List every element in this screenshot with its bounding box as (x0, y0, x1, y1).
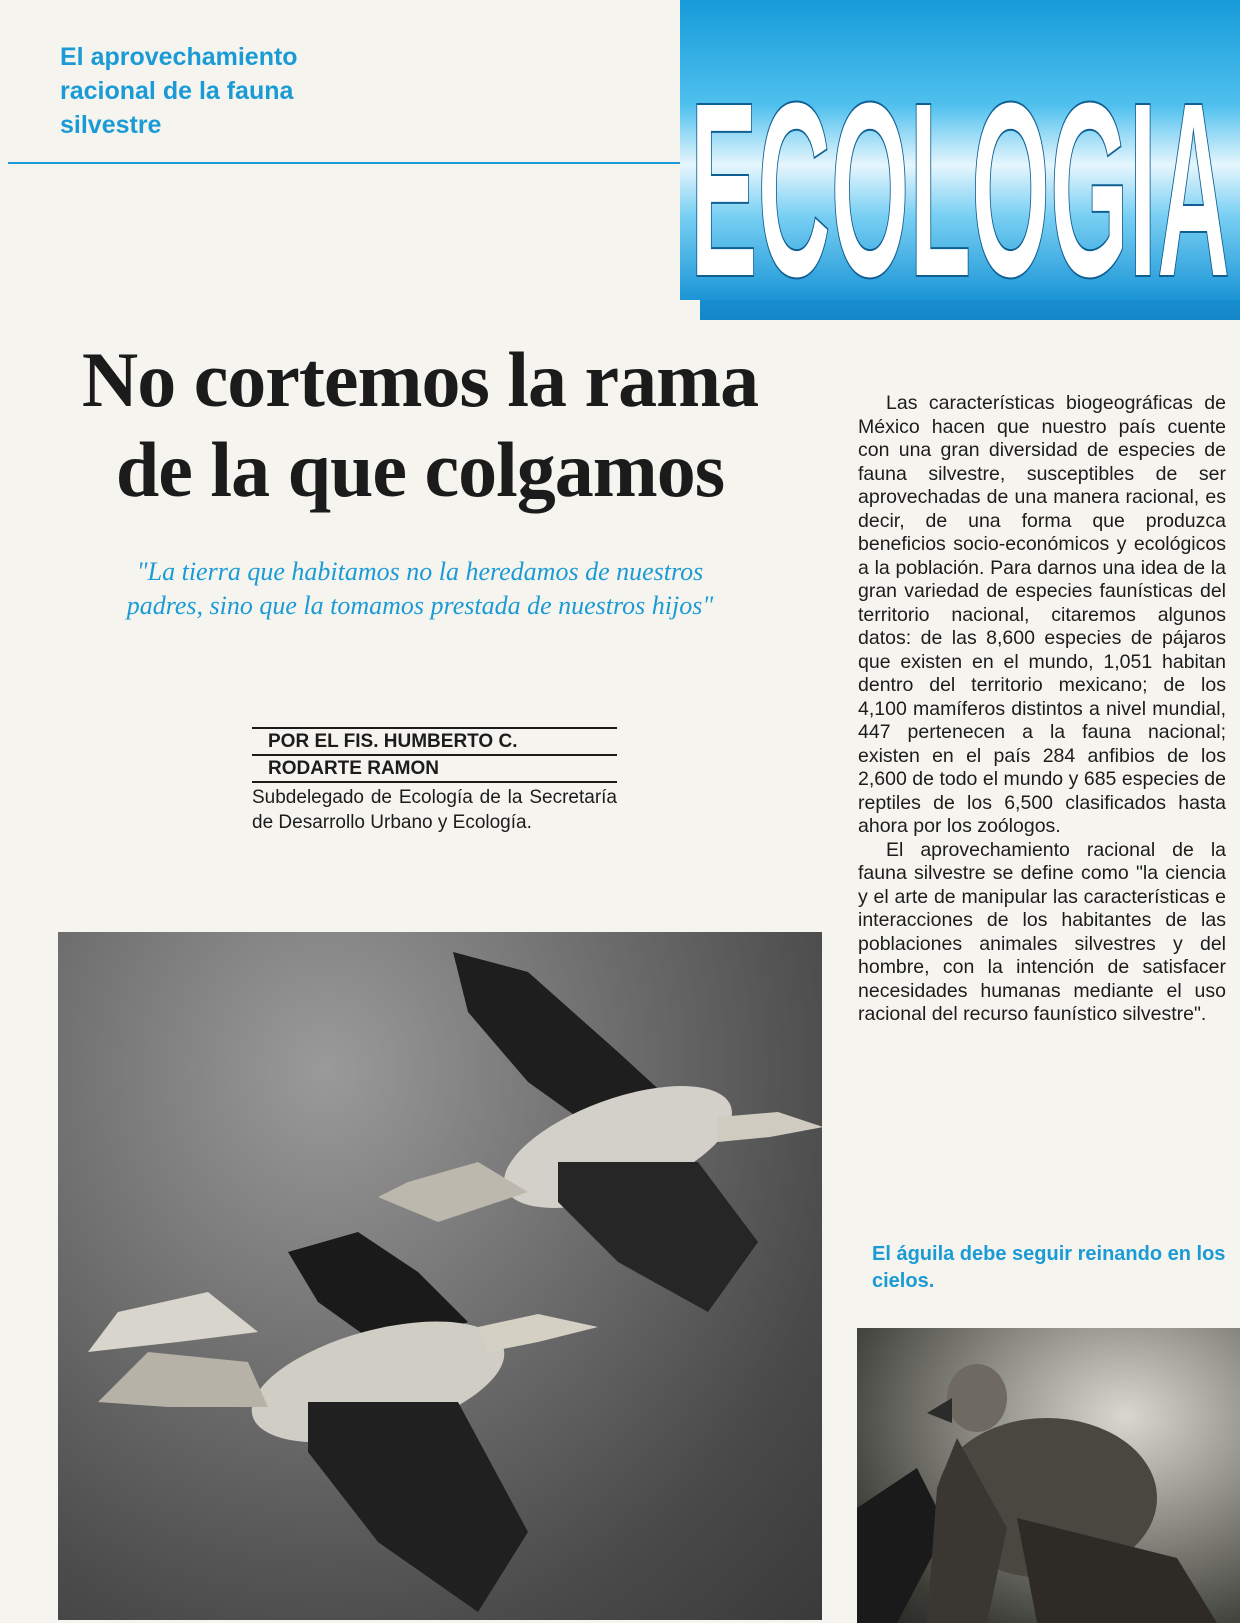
eagle-illustration (857, 1328, 1240, 1623)
pull-quote: "La tierra que habitamos no la heredamos de nuestros padres, sino que la tomamos prestada de nuestros hijos" (126, 557, 714, 620)
goose-lower (88, 1232, 598, 1612)
byline-author-line-1: POR EL FIS. HUMBERTO C. (252, 727, 617, 756)
byline-author-line-2: RODARTE RAMON (252, 756, 617, 783)
author-role: Subdelegado de Ecología de la Secretaría de Desarrollo Urbano y Ecología. (252, 787, 617, 833)
header-divider (8, 162, 680, 164)
article-headline: No cortemos la rama de la que colgamos (81, 336, 759, 513)
eagle-photo-caption: El águila debe seguir reinando en los cielos. (872, 1243, 1226, 1292)
byline (252, 727, 617, 835)
body-paragraph: Las características biogeográficas de México hacen que nuestro país cuente con una gran diversidad de especies de fauna silvestre, susceptibles de ser aprovechadas de una manera racional, es decir, de una forma que produzca beneficios socio-económicos y ecológicos a la población. Para darnos una idea de la gran variedad de especies faunísticas del territorio nacional, citaremos algunos datos: de las 8,600 especies de pájaros que existen en el mundo, 1,051 habitan dentro del territorio mexicano; de los 4,100 mamíferos distintos a nivel mundial, 447 pertenecen a la fauna nacional; existen en el país 284 anfibios de los 2,600 de todo el mundo y 685 especies de reptiles de los 6,500 clasificados hasta ahora por los zoólogos. (858, 392, 1226, 837)
geese-illustration (58, 932, 822, 1620)
body-paragraph: El aprovechamiento racional de la fauna silvestre se define como "la ciencia y el arte de manipular las características e interacciones de los habitantes de las poblaciones animales silvestres y del hombre, con la intención de satisfacer necesidades humanas mediante el uso racional del recurso faunístico silvestre". (858, 838, 1226, 1025)
banner-wordmark (680, 18, 1240, 288)
article-body (858, 392, 1226, 1027)
banner-title: ECOLOGIA (690, 50, 1230, 288)
geese-photo (58, 932, 822, 1620)
eagle-photo (857, 1328, 1240, 1623)
goose-upper (378, 952, 822, 1312)
section-kicker: El aprovechamiento racional de la fauna silvestre (60, 43, 298, 139)
section-banner (680, 0, 1240, 300)
